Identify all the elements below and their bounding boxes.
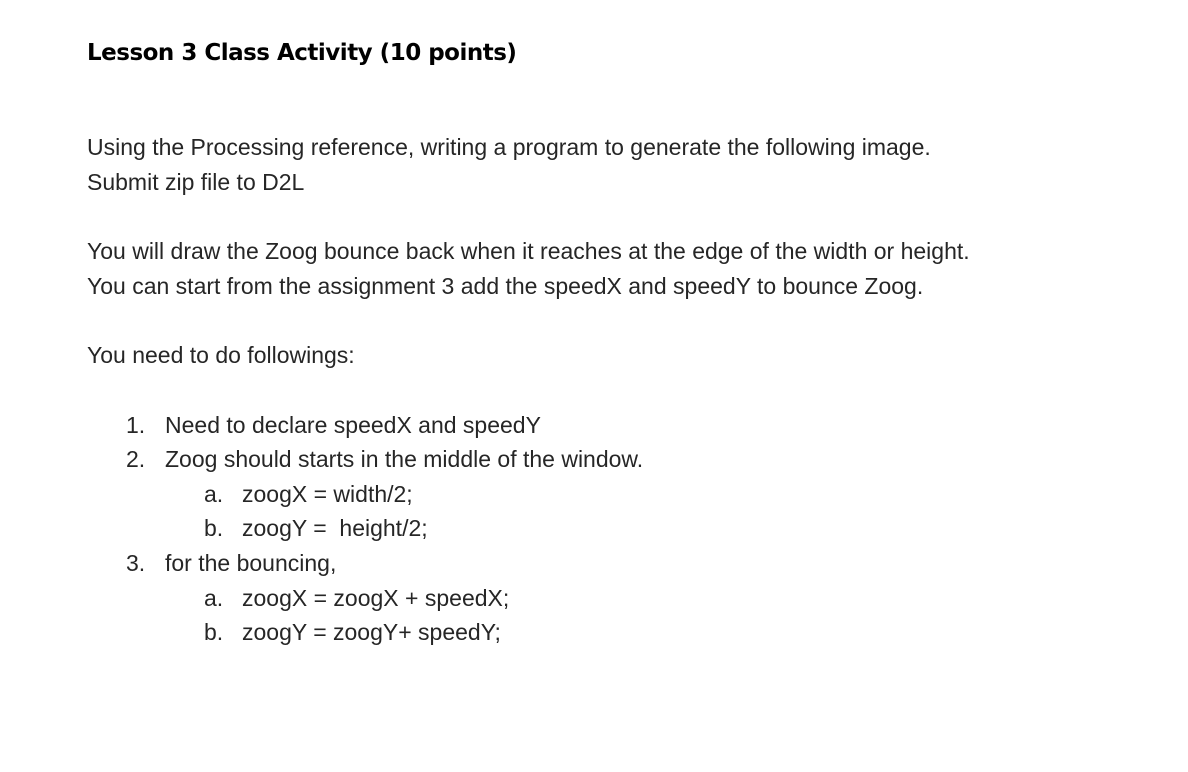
page-title: Lesson 3 Class Activity (10 points) [87,40,517,66]
list-item-text: Need to declare speedX and speedY [165,412,541,438]
sublist-marker: a. [204,481,224,507]
list-item-text: for the bouncing, [165,550,337,576]
list-marker: 1. [126,412,146,438]
list-marker: 3. [126,550,146,576]
sublist-item-text: zoogX = zoogX + speedX; [242,585,510,611]
sublist-marker: b. [204,619,224,645]
sublist-item-text: zoogY = height/2; [242,515,428,541]
sublist-item-text: zoogY = zoogY+ speedY; [242,619,501,645]
intro-line-1: Using the Processing reference, writing a program to generate the following image. [87,134,931,160]
sublist-marker: b. [204,515,224,541]
description-line-2: You can start from the assignment 3 add the speedX and speedY to bounce Zoog. [87,273,924,299]
sublist-item-text: zoogX = width/2; [242,481,413,507]
list-marker: 2. [126,446,146,472]
intro-line-2: Submit zip file to D2L [87,169,305,195]
instructions-heading: You need to do followings: [87,342,355,368]
sublist-marker: a. [204,585,224,611]
description-line-1: You will draw the Zoog bounce back when it reaches at the edge of the width or height. [87,238,970,264]
list-item-text: Zoog should starts in the middle of the window. [165,446,644,472]
